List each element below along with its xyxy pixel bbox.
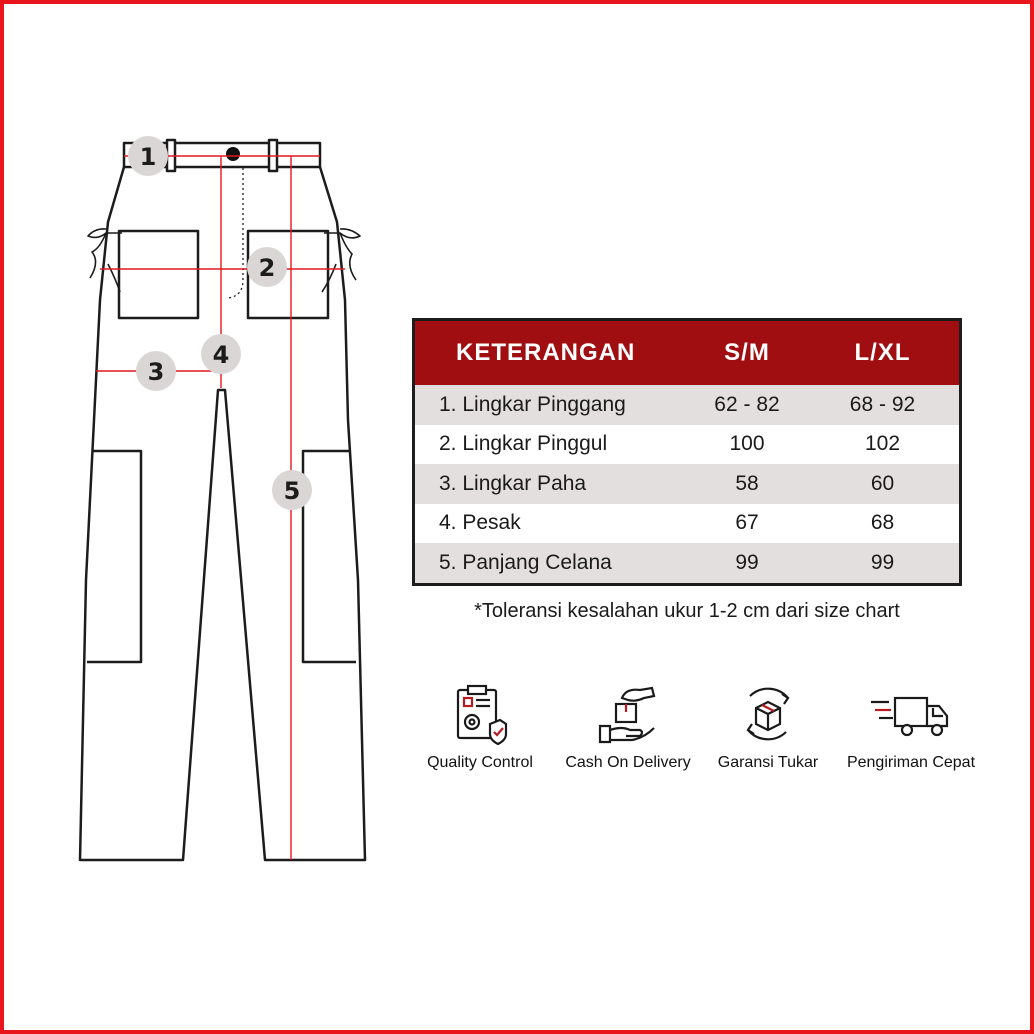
size-chart-table [412,318,962,586]
row-label: 5. Panjang Celana [439,550,612,574]
side-pocket-left [87,451,141,662]
feature-label: Cash On Delivery [565,754,691,771]
delivery-truck-icon [869,682,953,746]
marker-4 [201,334,241,374]
tolerance-note: *Toleransi kesalahan ukur 1-2 cm dari size chart [474,600,900,622]
feature-fast-shipping [836,682,986,772]
table-row [415,504,959,544]
header-lxl: L/XL [854,339,911,366]
row-sm-value: 67 [735,511,759,535]
feature-label: Garansi Tukar [717,754,819,771]
row-label: 3. Lingkar Paha [439,471,587,495]
header-keterangan: KETERANGAN [456,339,636,366]
feature-label: Quality Control [427,754,533,771]
svg-text:5: 5 [283,477,301,505]
clipboard-gear-icon [448,682,512,746]
svg-text:1: 1 [139,143,157,171]
marker-2 [247,247,287,287]
table-row [415,385,959,425]
row-label: 2. Lingkar Pinggul [439,432,608,456]
marker-1 [128,136,168,176]
feature-quality-control [412,682,548,772]
row-lxl-value: 68 - 92 [849,392,916,416]
waist-button [226,147,240,161]
box-exchange-icon [736,682,800,746]
row-lxl-value: 68 [870,511,895,535]
pants-diagram [0,0,420,880]
marker-5 [272,470,312,510]
table-row [415,543,959,583]
row-sm-value: 58 [735,471,759,495]
package-hand-icon [596,682,660,746]
row-lxl-value: 102 [864,432,901,456]
svg-text:2: 2 [258,254,276,282]
row-sm-value: 62 - 82 [714,392,780,416]
marker-3 [136,351,176,391]
table-header [415,321,959,385]
row-sm-value: 99 [735,550,759,574]
row-lxl-value: 99 [870,550,895,574]
fly-stitch [228,168,243,298]
row-sm-value: 100 [729,432,765,456]
feature-cod [556,682,700,772]
side-pocket-right [303,451,356,662]
front-pocket-left [119,231,198,318]
table-row [415,425,959,465]
svg-text:4: 4 [212,341,230,369]
row-label: 4. Pesak [439,511,521,535]
row-label: 1. Lingkar Pinggang [439,392,626,416]
feature-label: Pengiriman Cepat [846,754,976,771]
pants-outline [80,167,365,860]
feature-exchange-guarantee [708,682,828,772]
svg-text:3: 3 [147,358,165,386]
header-sm: S/M [724,339,770,366]
table-row [415,464,959,504]
row-lxl-value: 60 [870,471,895,495]
